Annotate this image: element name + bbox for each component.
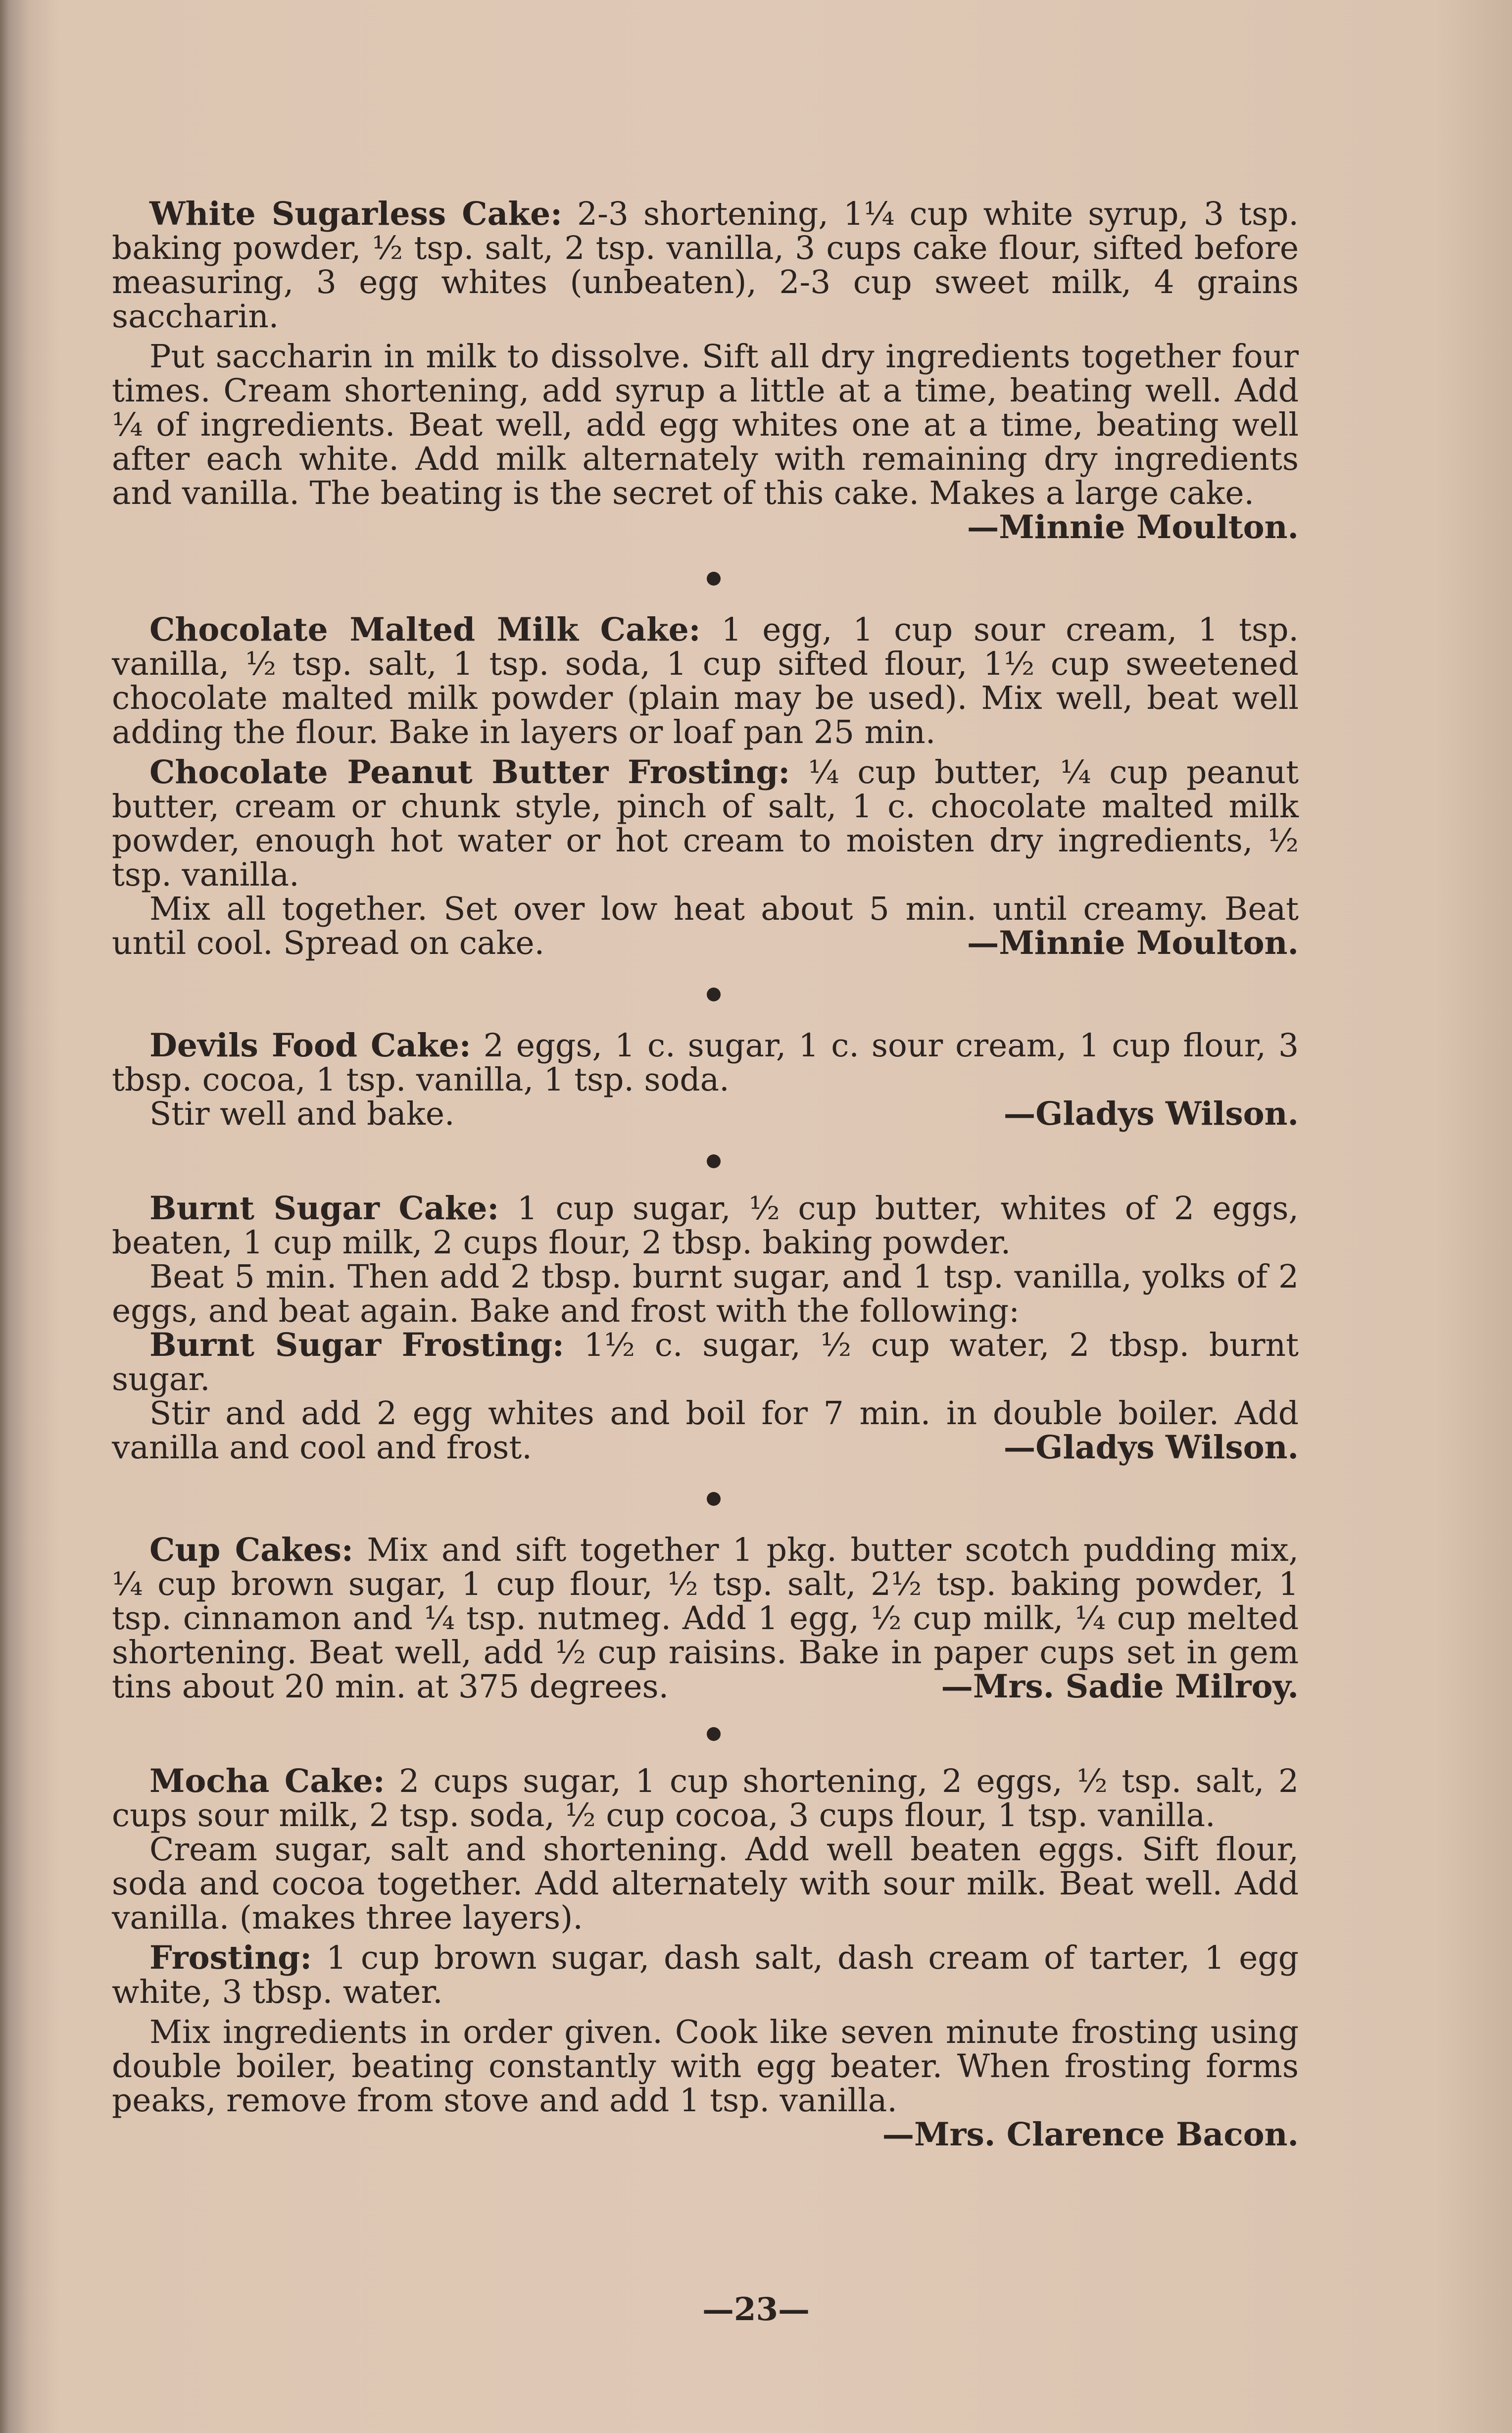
recipe-credit: —Gladys Wilson.	[1003, 1429, 1299, 1466]
bullet-divider-icon	[707, 1154, 721, 1168]
recipe-text: 2 cups sugar, 1 cup shortening, 2 eggs, ½ tsp. salt, 2 cups sour milk, 2 tsp. soda, ½ cup cocoa, 3 cups flour, 1 tsp. vanilla.	[112, 1763, 1299, 1834]
bullet-divider-icon	[707, 1492, 721, 1506]
page-number: —23—	[702, 2291, 810, 2328]
recipe-title: Mocha Cake:	[149, 1762, 385, 1800]
recipe-ingredients	[112, 1192, 1299, 1260]
recipe-ingredients	[112, 1764, 1299, 1833]
separator	[112, 1704, 1299, 1764]
frosting-directions	[112, 2014, 1299, 2153]
separator	[112, 1465, 1299, 1533]
recipe-text: 1 cup sugar, ½ cup butter, whites of 2 eggs, beaten, 1 cup milk, 2 cups flour, 2 tbsp. baking powder.	[112, 1190, 1299, 1261]
recipe-text: 1 cup brown sugar, dash salt, dash cream of tarter, 1 egg white, 3 tbsp. water.	[112, 1939, 1299, 2011]
recipe-directions	[112, 338, 1299, 546]
recipe-text: 2 eggs, 1 c. sugar, 1 c. sour cream, 1 cup flour, 3 tbsp. cocoa, 1 tsp. vanilla, 1 tsp. soda.	[112, 1027, 1299, 1098]
frosting-directions	[112, 892, 1299, 960]
recipe-credit: —Minnie Moulton.	[967, 924, 1299, 962]
recipe-directions	[112, 1833, 1299, 1935]
recipe-mocha-cake	[112, 1764, 1299, 2152]
recipe-title: White Sugarless Cake:	[149, 195, 562, 233]
frosting-ingredients	[112, 755, 1299, 892]
recipe-ingredients	[112, 613, 1299, 749]
separator	[112, 545, 1299, 613]
bullet-divider-icon	[707, 1727, 721, 1741]
recipe-text: Cream sugar, salt and shortening. Add well beaten eggs. Sift flour, soda and cocoa together. Add alternately with sour milk. Beat well. Add vanilla. (makes three layers).	[112, 1831, 1299, 1936]
recipe-ingredients	[112, 1029, 1299, 1097]
bullet-divider-icon	[707, 988, 721, 1001]
recipe-text: Beat 5 min. Then add 2 tbsp. burnt sugar, and 1 tsp. vanilla, yolks of 2 eggs, and beat again. Bake and frost with the following:	[112, 1258, 1299, 1330]
recipe-text: Put saccharin in milk to dissolve. Sift all dry ingredients together four times. Cream shortening, add syrup a little at a time, beating well. Add ¼ of ingredients. Beat well, add egg whites one at a time, beating well after each white. Add milk alternately with remaining dry ingredients and vanilla. The beating is the secret of this cake. Makes a large cake.	[112, 338, 1299, 512]
recipe-ingredients	[112, 197, 1299, 334]
frosting-ingredients	[112, 1941, 1299, 2009]
recipe-text: Mix and sift together 1 pkg. butter scotch pudding mix, ¼ cup brown sugar, 1 cup flour, ½ tsp. salt, 2½ tsp. baking powder, 1 tsp. cinnamon and ¼ tsp. nutmeg. Add 1 egg, ½ cup milk, ¼ cup melted shortening. Beat well, add ½ cup raisins. Bake in paper cups set in gem tins about 20 min. at 375 degrees.	[112, 1532, 1299, 1705]
recipe-chocolate-malted-milk-cake	[112, 613, 1299, 960]
frosting-directions	[112, 1396, 1299, 1465]
frosting-title: Burnt Sugar Frosting:	[149, 1326, 564, 1364]
separator	[112, 1131, 1299, 1192]
recipe-credit: —Mrs. Clarence Bacon.	[882, 2116, 1299, 2153]
recipe-ingredients	[112, 1533, 1299, 1704]
recipe-text: 1½ c. sugar, ½ cup water, 2 tbsp. burnt sugar.	[112, 1327, 1299, 1398]
recipe-burnt-sugar-cake	[112, 1192, 1299, 1465]
recipe-devils-food-cake	[112, 1029, 1299, 1131]
recipe-text: 1 egg, 1 cup sour cream, 1 tsp. vanilla, ½ tsp. salt, 1 tsp. soda, 1 cup sifted flour, 1½ cup sweetened chocolate malted milk powder (plain may be used). Mix well, beat well adding the flour. Bake in layers or loaf pan 25 min.	[112, 611, 1299, 751]
recipe-text: Mix ingredients in order given. Cook like seven minute frosting using double boiler, beating constantly with egg beater. When frosting forms peaks, remove from stove and add 1 tsp. vanilla.	[112, 2014, 1299, 2119]
bullet-divider-icon	[707, 572, 721, 586]
frosting-title: Chocolate Peanut Butter Frosting:	[149, 753, 790, 791]
recipe-title: Burnt Sugar Cake:	[149, 1190, 499, 1227]
recipe-text: Stir and add 2 egg whites and boil for 7 min. in double boiler. Add vanilla and cool and frost.	[112, 1395, 1299, 1466]
recipe-white-sugarless-cake	[112, 197, 1299, 545]
recipe-credit: —Minnie Moulton.	[967, 508, 1299, 546]
recipe-text: 2-3 shortening, 1¼ cup white syrup, 3 tsp. baking powder, ½ tsp. salt, 2 tsp. vanilla, 3 cups cake flour, sifted before measuring, 3 egg whites (unbeaten), 2-3 cup sweet milk, 4 grains saccharin.	[112, 196, 1299, 335]
recipe-text: Mix all together. Set over low heat about 5 min. until creamy. Beat until cool. Spread on cake.	[112, 891, 1299, 962]
separator	[112, 960, 1299, 1029]
recipe-text: ¼ cup butter, ¼ cup peanut butter, cream or chunk style, pinch of salt, 1 c. chocolate malted milk powder, enough hot water or hot cream to moisten dry ingredients, ½ tsp. vanilla.	[112, 754, 1299, 894]
recipe-title: Chocolate Malted Milk Cake:	[149, 611, 701, 648]
recipe-directions	[112, 1260, 1299, 1328]
recipe-title: Devils Food Cake:	[149, 1027, 471, 1064]
recipe-directions	[112, 1097, 1299, 1131]
recipe-text: Stir well and bake.	[149, 1095, 455, 1133]
recipe-cup-cakes	[112, 1533, 1299, 1704]
recipe-credit: —Mrs. Sadie Milroy.	[941, 1668, 1299, 1705]
recipe-title: Cup Cakes:	[149, 1531, 353, 1569]
recipe-credit: —Gladys Wilson.	[1003, 1095, 1299, 1133]
frosting-ingredients	[112, 1328, 1299, 1396]
recipe-column	[112, 197, 1299, 2152]
frosting-title: Frosting:	[149, 1939, 312, 1977]
